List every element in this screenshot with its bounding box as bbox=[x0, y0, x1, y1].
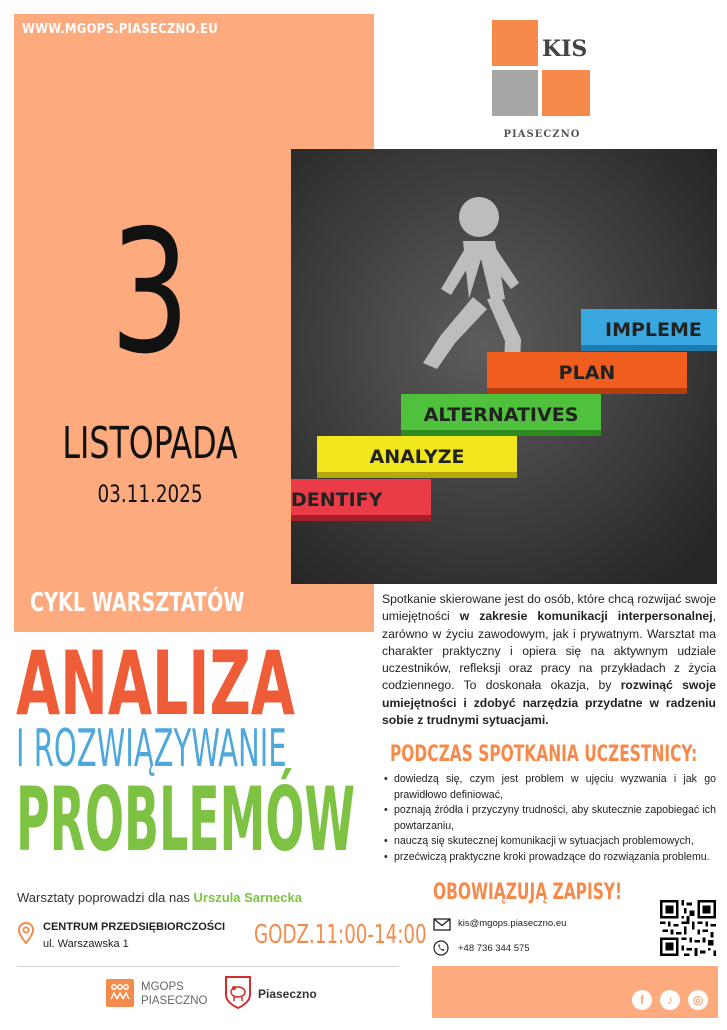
event-month: LISTOPADA bbox=[62, 418, 238, 469]
trainer-name: Urszula Sarnecka bbox=[193, 890, 302, 905]
cycle-label: CYKL WARSZTATÓW bbox=[30, 588, 245, 618]
contact-phone[interactable]: +48 736 344 575 bbox=[458, 943, 530, 954]
mgops-logo-city: PIASECZNO bbox=[141, 995, 208, 1007]
step-alternatives bbox=[401, 394, 601, 436]
step-analyze-label: ANALYZE bbox=[369, 446, 465, 468]
participants-list bbox=[382, 772, 716, 866]
step-implement bbox=[581, 309, 717, 351]
title-line-analiza: ANALIZA bbox=[16, 632, 295, 735]
step-alternatives-label: ALTERNATIVES bbox=[423, 404, 579, 426]
registration-heading: OBOWIĄZUJĄ ZAPISY! bbox=[433, 880, 623, 905]
event-hours: GODZ.11:00-14:00 bbox=[254, 920, 427, 950]
list-item: • nauczą się skutecznej komunikacji w sytuacjach problemowych, bbox=[382, 834, 716, 850]
piaseczno-coat-of-arms-icon bbox=[224, 975, 252, 1009]
event-day: 3 bbox=[110, 194, 190, 392]
venue-name: CENTRUM PRZEDSIĘBIORCZOŚCI bbox=[43, 921, 226, 933]
facebook-icon[interactable]: f bbox=[632, 990, 652, 1010]
trainer-line: Warsztaty poprowadzi dla nas Urszula Sarnecka bbox=[17, 890, 302, 905]
website-url[interactable]: WWW.MGOPS.PIASECZNO.EU bbox=[22, 22, 218, 37]
title-line-rozwiazywanie: I ROZWIĄZYWANIE bbox=[16, 719, 287, 779]
instagram-icon[interactable]: ◎ bbox=[688, 990, 708, 1010]
phone-icon bbox=[433, 940, 449, 956]
kis-logo bbox=[492, 20, 592, 145]
list-item: • przećwiczą praktyczne kroki prowadzące do rozwiązania problemu. bbox=[382, 850, 716, 866]
qr-code[interactable] bbox=[660, 900, 716, 956]
mgops-logo-icon bbox=[106, 979, 134, 1007]
envelope-icon bbox=[433, 918, 451, 931]
problem-solving-steps-image bbox=[291, 149, 717, 584]
piaseczno-logo-text: Piaseczno bbox=[258, 987, 317, 1001]
list-item: • dowiedzą się, czym jest problem w ujęciu wyzwania i jak go prawidłowo definiować, bbox=[382, 772, 716, 803]
mgops-logo-text: MGOPS bbox=[141, 981, 184, 993]
step-plan bbox=[487, 352, 687, 394]
contact-email[interactable]: kis@mgops.piaseczno.eu bbox=[458, 918, 567, 929]
description: Spotkanie skierowane jest do osób, które chcą rozwijać swoje umiejętności w zakresie komunikacji interpersonalnej, zarówno w życiu zawodowym, jak i prywatnym. Warsztat ma charakter praktyczny i opiera się na aktywnym udziale uczestników, refleksji oraz pracy na przykładach z życia codziennego. To doskonała okazja, by rozwinąć swoje umiejętności i zdobyć narzędzia przydatne w radzeniu sobie z trudnymi sytuacjami. bbox=[382, 592, 716, 728]
list-item: • poznają źródła i przyczyny trudności, aby skutecznie zapobiegać ich powtarzaniu, bbox=[382, 803, 716, 834]
kis-logo-text: KIS bbox=[542, 36, 588, 62]
participants-heading: PODCZAS SPOTKANIA UCZESTNICY: bbox=[390, 742, 698, 767]
step-identify bbox=[291, 479, 431, 521]
event-date: 03.11.2025 bbox=[97, 480, 203, 508]
step-implement-label: IMPLEME bbox=[605, 319, 702, 341]
step-analyze bbox=[317, 436, 517, 478]
tiktok-icon[interactable]: ♪ bbox=[660, 990, 680, 1010]
step-plan-label: PLAN bbox=[558, 362, 616, 384]
title-line-problemow: PROBLEMÓW bbox=[16, 768, 356, 871]
step-identify-label: DENTIFY bbox=[291, 489, 383, 511]
divider bbox=[17, 966, 399, 967]
kis-logo-city: PIASECZNO bbox=[503, 129, 581, 140]
venue-address: ul. Warszawska 1 bbox=[43, 938, 129, 950]
location-pin-icon bbox=[18, 922, 34, 944]
